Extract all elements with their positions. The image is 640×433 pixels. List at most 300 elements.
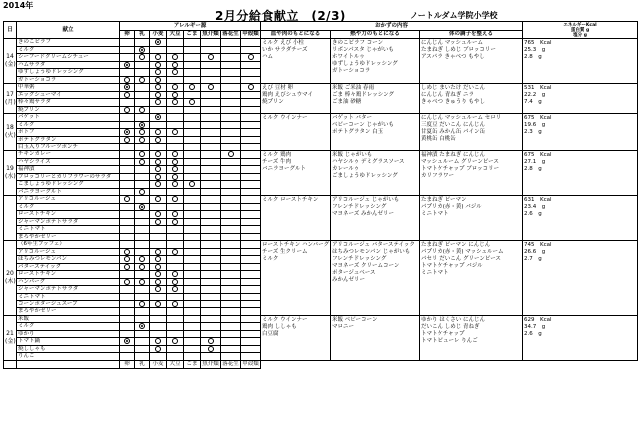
allergen-cell — [167, 84, 184, 92]
day-label: 21 (金) — [4, 315, 17, 360]
allergen-cell — [167, 188, 184, 196]
dish-name: ミルク — [17, 203, 120, 211]
circle-mark — [172, 84, 178, 90]
allergen-cell — [135, 308, 150, 315]
day-label: 19 (水) — [4, 151, 17, 196]
circle-mark — [208, 54, 214, 60]
allergen-cell — [221, 196, 241, 204]
allergen-cell — [184, 315, 201, 322]
allergen-cell — [150, 144, 167, 151]
allergen-cell — [135, 256, 150, 264]
double-circle-mark — [124, 62, 130, 68]
allergen-cell — [167, 181, 184, 189]
allergen-cell — [201, 121, 221, 129]
allergen-cell — [120, 263, 135, 271]
allergen-cell — [241, 330, 261, 337]
allergen-cell — [120, 338, 135, 346]
allergen-cell — [150, 69, 167, 77]
circle-mark — [139, 54, 145, 60]
allergen-cell — [120, 54, 135, 62]
circle-mark — [155, 271, 161, 277]
double-circle-mark — [124, 129, 130, 135]
food-group-yellow: アリコルージュ じゃがいも フレンチドレッシング マヨネーズ みかんゼリー — [331, 196, 420, 241]
allergen-cell — [150, 196, 167, 204]
allergen-cell — [201, 151, 221, 159]
footer-blank — [4, 360, 17, 368]
allergen-cell — [221, 144, 241, 151]
allergen-cell — [201, 300, 221, 308]
allergen-cell — [150, 136, 167, 144]
allergen-cell — [201, 256, 221, 264]
allergen-cell — [135, 278, 150, 286]
allergen-cell — [221, 315, 241, 322]
allergen-cell — [221, 188, 241, 196]
allergen-cell — [241, 173, 261, 181]
allergen-cell — [184, 338, 201, 346]
dish-name: アリコルージュ — [17, 248, 120, 256]
allergen-cell — [184, 263, 201, 271]
circle-mark — [208, 84, 214, 90]
header-allergen: ごま — [184, 30, 201, 39]
allergen-cell — [120, 61, 135, 69]
allergen-cell — [135, 353, 150, 360]
allergen-cell — [184, 345, 201, 353]
allergen-cell — [120, 166, 135, 174]
allergen-cell — [135, 323, 150, 331]
dish-name: ポテトグラタン — [17, 136, 120, 144]
allergen-cell — [241, 226, 261, 233]
circle-mark — [172, 166, 178, 172]
circle-mark — [155, 301, 161, 307]
allergen-cell — [135, 61, 150, 69]
allergen-cell — [120, 278, 135, 286]
allergen-cell — [135, 233, 150, 240]
allergen-cell — [167, 173, 184, 181]
allergen-cell — [135, 248, 150, 256]
footer-allergen: 卵 — [120, 360, 135, 368]
circle-mark — [248, 54, 254, 60]
allergen-cell — [221, 330, 241, 337]
allergen-cell — [221, 99, 241, 107]
allergen-cell — [201, 129, 221, 137]
allergen-cell — [150, 211, 167, 219]
allergen-cell — [150, 226, 167, 233]
allergen-cell — [201, 39, 221, 47]
double-circle-mark — [139, 47, 145, 53]
allergen-cell — [241, 151, 261, 159]
allergen-cell — [167, 69, 184, 77]
footer-allergen: ごま — [184, 360, 201, 368]
dish-name: まろやかゼリー — [17, 233, 120, 240]
allergen-cell — [120, 293, 135, 300]
circle-mark — [172, 129, 178, 135]
footer-blank — [17, 360, 120, 368]
allergen-cell — [135, 84, 150, 92]
allergen-cell — [167, 271, 184, 279]
allergen-cell — [167, 61, 184, 69]
allergen-cell — [150, 91, 167, 99]
circle-mark — [155, 77, 161, 83]
allergen-cell — [201, 99, 221, 107]
header-contents: おかずの内容 — [261, 22, 523, 31]
allergen-cell — [201, 241, 221, 248]
circle-mark — [172, 92, 178, 98]
circle-mark — [189, 181, 195, 187]
circle-mark — [228, 151, 234, 157]
allergen-cell — [184, 241, 201, 248]
allergen-cell — [241, 181, 261, 189]
allergen-cell — [221, 39, 241, 47]
header-allergen: 落花生 — [222, 31, 239, 38]
food-group-green: にんじん マッシュルーム たまねぎ しめじ ブロッコリー アスパラ きゃべつ もやし — [420, 39, 523, 84]
allergen-cell — [135, 218, 150, 226]
circle-mark — [155, 249, 161, 255]
dish-name: 白玉入りフルーツポンチ — [17, 144, 120, 151]
food-group-green: たまねぎ ピーマン パプリカ(赤・黄) バジル ミニトマト — [420, 196, 523, 241]
header-red: 血や肉のもとになる — [261, 30, 331, 39]
allergen-cell — [184, 144, 201, 151]
allergen-cell — [184, 54, 201, 62]
allergen-cell — [184, 84, 201, 92]
allergen-cell — [135, 144, 150, 151]
allergen-cell — [201, 136, 221, 144]
dish-name: エッグシューマイ — [17, 91, 120, 99]
allergen-cell — [201, 106, 221, 114]
food-group-red: ミルク えび 小柱 いか サラダチーズ ハム — [261, 39, 331, 84]
dish-name: トマト鍋 — [17, 338, 120, 346]
allergen-cell — [150, 76, 167, 84]
allergen-cell — [167, 46, 184, 54]
allergen-cell — [120, 158, 135, 166]
footer-blank — [261, 360, 638, 368]
footer-allergen: 甲殻類 — [242, 360, 259, 367]
allergen-cell — [150, 300, 167, 308]
allergen-cell — [150, 233, 167, 240]
allergen-cell — [201, 345, 221, 353]
allergen-cell — [150, 353, 167, 360]
double-circle-mark — [124, 84, 130, 90]
allergen-cell — [221, 114, 241, 122]
allergen-cell — [201, 69, 221, 77]
allergen-cell — [167, 338, 184, 346]
food-group-red: ミルク ローストチキン — [261, 196, 331, 241]
allergen-cell — [241, 91, 261, 99]
allergen-cell — [120, 241, 135, 248]
circle-mark — [155, 151, 161, 157]
allergen-cell — [135, 54, 150, 62]
allergen-cell — [184, 218, 201, 226]
circle-mark — [172, 271, 178, 277]
allergen-cell — [135, 263, 150, 271]
dish-name: パターステイック — [17, 263, 120, 271]
allergen-cell — [184, 136, 201, 144]
circle-mark — [139, 151, 145, 157]
allergen-cell — [241, 203, 261, 211]
allergen-cell — [221, 338, 241, 346]
allergen-cell — [167, 91, 184, 99]
footer-allergen: 大豆 — [167, 360, 184, 368]
allergen-cell — [120, 330, 135, 337]
dish-name: ミニトマト — [17, 226, 120, 233]
allergen-cell — [241, 61, 261, 69]
circle-mark — [172, 196, 178, 202]
footer-allergen: 小麦 — [150, 360, 167, 368]
circle-mark — [172, 249, 178, 255]
dish-name: 焼プリン — [17, 106, 120, 114]
allergen-cell — [241, 338, 261, 346]
allergen-cell — [241, 144, 261, 151]
header-allergen: 小麦 — [150, 30, 167, 39]
allergen-cell — [120, 248, 135, 256]
allergen-cell — [184, 106, 201, 114]
allergen-cell — [241, 76, 261, 84]
circle-mark — [155, 84, 161, 90]
allergen-cell — [167, 99, 184, 107]
allergen-cell — [135, 345, 150, 353]
allergen-cell — [150, 278, 167, 286]
allergen-cell — [150, 151, 167, 159]
allergen-cell — [167, 330, 184, 337]
circle-mark — [155, 219, 161, 225]
allergen-cell — [201, 226, 221, 233]
food-group-yellow: アリコルージュ バターステイック はちみつレモンパン じゃがいも フレンチドレッシング マヨネーズ クリームコーン ポタージュベース みかんゼリー — [331, 241, 420, 316]
allergen-cell — [184, 76, 201, 84]
allergen-cell — [167, 315, 184, 322]
footer-allergen: 魚介類 — [202, 360, 219, 367]
allergen-cell — [241, 136, 261, 144]
circle-mark — [155, 92, 161, 98]
circle-mark — [155, 346, 161, 352]
allergen-cell — [135, 114, 150, 122]
allergen-cell — [120, 188, 135, 196]
circle-mark — [124, 196, 130, 202]
circle-mark — [172, 62, 178, 68]
allergen-cell — [221, 300, 241, 308]
circle-mark — [139, 189, 145, 195]
allergen-cell — [135, 121, 150, 129]
allergen-cell — [167, 136, 184, 144]
allergen-cell — [135, 166, 150, 174]
allergen-cell — [241, 166, 261, 174]
allergen-cell — [184, 300, 201, 308]
circle-mark — [172, 338, 178, 344]
circle-mark — [155, 211, 161, 217]
allergen-cell — [241, 69, 261, 77]
dish-name: ローストチキン — [17, 211, 120, 219]
allergen-cell — [167, 263, 184, 271]
circle-mark — [155, 99, 161, 105]
allergen-cell — [150, 181, 167, 189]
circle-mark — [172, 69, 178, 75]
dish-name: ガトーショコラ — [17, 76, 120, 84]
allergen-cell — [201, 330, 221, 337]
allergen-cell — [201, 353, 221, 360]
allergen-cell — [221, 211, 241, 219]
allergen-cell — [201, 188, 221, 196]
allergen-cell — [221, 76, 241, 84]
allergen-cell — [167, 196, 184, 204]
allergen-cell — [150, 256, 167, 264]
allergen-cell — [201, 54, 221, 62]
allergen-cell — [241, 300, 261, 308]
allergen-cell — [135, 173, 150, 181]
allergen-cell — [241, 353, 261, 360]
menu-row — [4, 241, 638, 248]
menu-row — [4, 151, 638, 159]
food-group-green: たまねぎ ピーマン にんじん パプリカ(赤・黄) マッシュルーム パセリ だいこん グリーンピース トマトケチャップ バジル ミニトマト — [420, 241, 523, 316]
allergen-cell — [120, 39, 135, 47]
allergen-cell — [135, 76, 150, 84]
allergen-cell — [201, 114, 221, 122]
dish-name: ゆずしょうゆドレッシング — [17, 69, 120, 77]
allergen-cell — [150, 286, 167, 294]
day-label: 14 (金) — [4, 39, 17, 84]
dish-name: 焼ししゃも — [17, 345, 120, 353]
allergen-cell — [135, 129, 150, 137]
circle-mark — [189, 99, 195, 105]
food-group-red: ローストチキン ハンバーグ チーズ 生クリーム ミルク — [261, 241, 331, 316]
allergen-cell — [150, 315, 167, 322]
allergen-cell — [135, 39, 150, 47]
food-group-green: しめじ まいたけ だいこん にんじん 青ねぎ ニラ きゃべつ きゅうり もやし — [420, 84, 523, 114]
menu-row — [4, 84, 638, 92]
allergen-cell — [184, 203, 201, 211]
circle-mark — [155, 181, 161, 187]
allergen-cell — [167, 218, 184, 226]
allergen-cell — [184, 166, 201, 174]
allergen-cell — [135, 46, 150, 54]
food-group-green: にんじん マッシュルーム セロリ 三度豆 だいこん にんじん 甘夏缶 みかん缶 パイン缶 黄桃缶 白桃缶 — [420, 114, 523, 151]
allergen-cell — [150, 61, 167, 69]
allergen-cell — [184, 256, 201, 264]
allergen-cell — [201, 211, 221, 219]
allergen-cell — [135, 203, 150, 211]
day-label: 17 (月) — [4, 84, 17, 114]
allergen-cell — [221, 136, 241, 144]
allergen-cell — [135, 211, 150, 219]
allergen-cell — [241, 158, 261, 166]
nutrition-values: 765 Kcal 25.3 g 2.8 g — [523, 39, 638, 84]
allergen-cell — [201, 84, 221, 92]
allergen-cell — [201, 286, 221, 294]
allergen-cell — [120, 76, 135, 84]
allergen-cell — [201, 338, 221, 346]
circle-mark — [155, 286, 161, 292]
header-yellow: 熱や力のもとになる — [331, 30, 420, 39]
header-allergen: 魚介類 — [202, 31, 219, 38]
allergen-cell — [221, 233, 241, 240]
header-menu: 献立 — [17, 22, 120, 39]
allergen-cell — [184, 46, 201, 54]
circle-mark — [124, 107, 130, 113]
allergen-cell — [120, 211, 135, 219]
circle-mark — [155, 137, 161, 143]
allergen-cell — [241, 121, 261, 129]
allergen-cell — [201, 196, 221, 204]
allergen-cell — [241, 271, 261, 279]
circle-mark — [172, 99, 178, 105]
allergen-cell — [120, 69, 135, 77]
allergen-cell — [221, 151, 241, 159]
allergen-cell — [201, 248, 221, 256]
dish-name: （6年生ブッフェ） — [17, 241, 120, 248]
circle-mark — [208, 346, 214, 352]
circle-mark — [155, 129, 161, 135]
dish-name: まろやかゼリー — [17, 308, 120, 315]
dish-name: ジャーマンポテトサラダ — [17, 218, 120, 226]
menu-row — [4, 114, 638, 122]
allergen-cell — [241, 263, 261, 271]
lunch-menu-table — [3, 21, 638, 369]
year-label: 2014年 — [3, 1, 34, 10]
circle-mark — [124, 256, 130, 262]
allergen-cell — [120, 233, 135, 240]
allergen-cell — [135, 271, 150, 279]
allergen-cell — [167, 211, 184, 219]
circle-mark — [189, 84, 195, 90]
allergen-cell — [150, 54, 167, 62]
allergen-cell — [201, 91, 221, 99]
allergen-cell — [135, 330, 150, 337]
allergen-cell — [201, 76, 221, 84]
dish-name: きのこピラフ — [17, 39, 120, 47]
circle-mark — [155, 338, 161, 344]
header-allergen: 卵 — [120, 30, 135, 39]
circle-mark — [155, 279, 161, 285]
allergen-cell — [221, 61, 241, 69]
food-group-yellow: きのこピラフ コーン リボンパスタ じゃがいも ホワイトルゥ ゆずしょうゆドレッシング ガトーショコラ — [331, 39, 420, 84]
menu-row — [4, 315, 638, 322]
allergen-cell — [120, 353, 135, 360]
circle-mark — [172, 286, 178, 292]
dish-name: アリコルージュ — [17, 196, 120, 204]
allergen-cell — [221, 46, 241, 54]
circle-mark — [172, 301, 178, 307]
allergen-cell — [201, 61, 221, 69]
allergen-cell — [241, 293, 261, 300]
allergen-cell — [201, 158, 221, 166]
allergen-cell — [221, 308, 241, 315]
allergen-cell — [120, 345, 135, 353]
allergen-cell — [184, 121, 201, 129]
allergen-cell — [150, 114, 167, 122]
circle-mark — [155, 256, 161, 262]
allergen-cell — [120, 196, 135, 204]
school-name: ノートルダム学院小学校 — [410, 11, 498, 20]
allergen-cell — [120, 256, 135, 264]
allergen-cell — [201, 293, 221, 300]
allergen-cell — [241, 39, 261, 47]
allergen-cell — [241, 211, 261, 219]
dish-name: ブロッコリーとカリフラワーのサラダ — [17, 173, 120, 181]
dish-name: 福神漬 — [17, 166, 120, 174]
double-circle-mark — [139, 204, 145, 210]
allergen-cell — [167, 39, 184, 47]
dish-name: ミルク — [17, 46, 120, 54]
nutrition-values: 631 Kcal 23.4 g 2.6 g — [523, 196, 638, 241]
dish-name: 中華粥 — [17, 84, 120, 92]
allergen-cell — [120, 121, 135, 129]
dish-name: ローストチキン — [17, 271, 120, 279]
allergen-cell — [120, 144, 135, 151]
allergen-cell — [221, 173, 241, 181]
dish-name: バゲット — [17, 114, 120, 122]
allergen-cell — [120, 84, 135, 92]
allergen-cell — [167, 121, 184, 129]
allergen-cell — [184, 233, 201, 240]
allergen-cell — [241, 286, 261, 294]
allergen-cell — [241, 308, 261, 315]
